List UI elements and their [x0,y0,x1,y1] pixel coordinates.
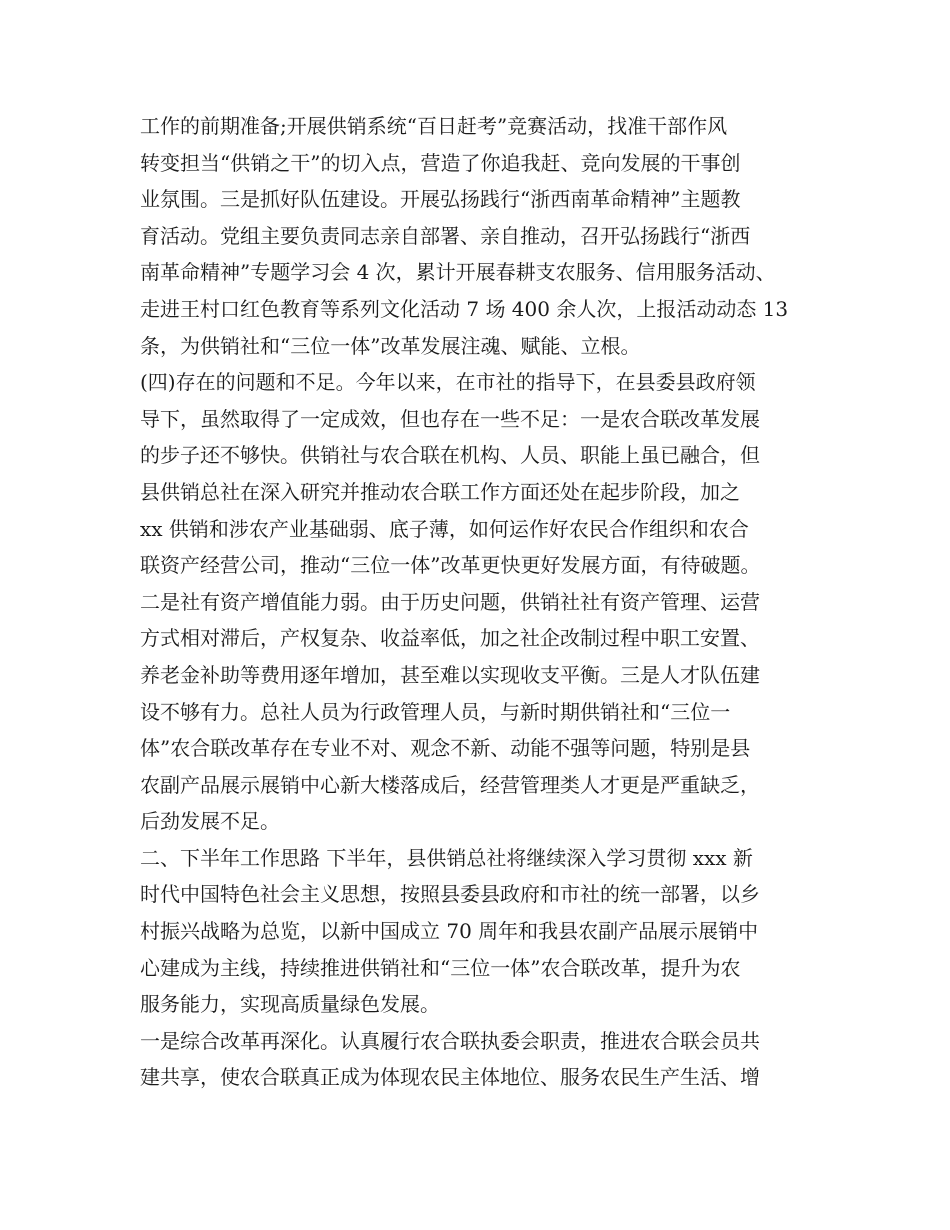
text-line: 南革命精神”专题学习会 4 次，累计开展春耕支农服务、信用服务活动、 [140,260,776,285]
text-line: 心建成为主线，持续推进供销社和“三位一体”农合联改革，提升为农 [140,955,741,980]
text-line: 育活动。党组主要负责同志亲自部署、亲自推动，召开弘扬践行“浙西 [140,223,751,248]
text-line: 走进王村口红色教育等系列文化活动 7 场 400 余人次，上报活动动态 13 [140,296,789,321]
text-line: 体”农合联改革存在专业不对、观念不新、动能不强等问题，特别是县 [140,736,751,761]
text-line: 二是社有资产增值能力弱。由于历史问题，供销社社有资产管理、运营 [140,589,760,614]
text-line: 建共享，使农合联真正成为体现农民主体地位、服务农民生产生活、增 [140,1065,760,1090]
document-body [140,108,822,1096]
text-line: 导下，虽然取得了一定成效，但也存在一些不足：一是农合联改革发展 [140,406,760,431]
text-line: 时代中国特色社会主义思想，按照县委县政府和市社的统一部署，以乡 [140,882,760,907]
text-line: 条，为供销社和“三位一体”改革发展注魂、赋能、立根。 [140,333,641,358]
text-line: (四)存在的问题和不足。今年以来，在市社的指导下，在县委县政府领 [140,370,756,395]
text-line: 的步子还不够快。供销社与农合联在机构、人员、职能上虽已融合，但 [140,443,760,468]
text-line: xx 供销和涉农产业基础弱、底子薄，如何运作好农民合作组织和农合 [140,516,749,541]
text-line: 一是综合改革再深化。认真履行农合联执委会职责，推进农合联会员共 [140,1028,760,1053]
text-line: 二、下半年工作思路 下半年，县供销总社将继续深入学习贯彻 xxx 新 [140,845,753,870]
text-line: 业氛围。三是抓好队伍建设。开展弘扬践行“浙西南革命精神”主题教 [140,187,741,212]
text-line: 县供销总社在深入研究并推动农合联工作方面还处在起步阶段，加之 [140,479,740,504]
text-line: 村振兴战略为总览，以新中国成立 70 周年和我县农副产品展示展销中 [140,919,759,944]
text-line: 服务能力，实现高质量绿色发展。 [140,992,440,1017]
text-line: 养老金补助等费用逐年增加，甚至难以实现收支平衡。三是人才队伍建 [140,662,760,687]
text-line: 转变担当“供销之干”的切入点，营造了你追我赶、竞向发展的干事创 [140,150,741,175]
text-line: 后劲发展不足。 [140,809,280,834]
text-line: 设不够有力。总社人员为行政管理人员，与新时期供销社和“三位一 [140,699,731,724]
text-line: 方式相对滞后，产权复杂、收益率低，加之社企改制过程中职工安置、 [140,626,760,651]
text-line: 工作的前期准备;开展供销系统“百日赶考”竞赛活动，找准干部作风 [140,114,728,138]
text-line: 联资产经营公司，推动“三位一体”改革更快更好发展方面，有待破题。 [140,553,761,578]
text-line: 农副产品展示展销中心新大楼落成后，经营管理类人才更是严重缺乏， [140,772,760,797]
